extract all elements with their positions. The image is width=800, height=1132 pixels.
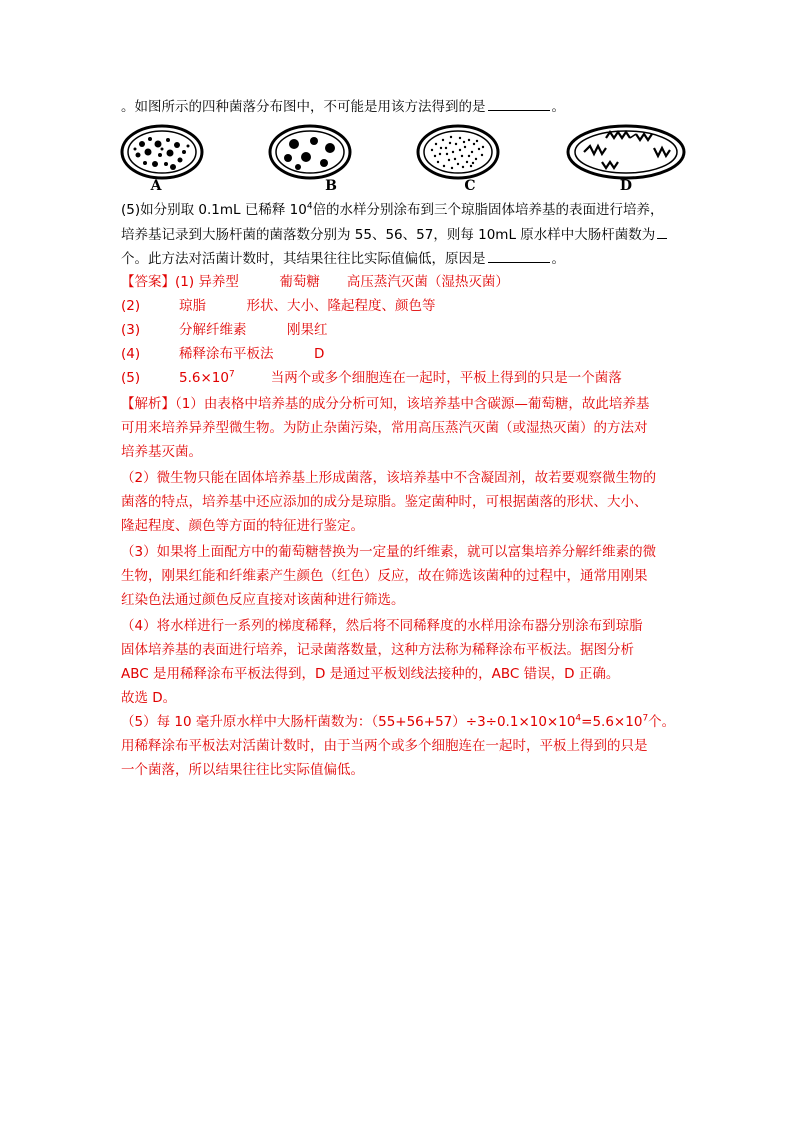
plate-c <box>418 126 498 178</box>
analysis-p3-l3: 红染色法通过颜色反应直接对该菌种进行筛选。 <box>121 592 405 608</box>
answer-text: (1) 异养型 葡萄糖 高压蒸汽灭菌（湿热灭菌） <box>175 274 509 290</box>
question-line-1 <box>121 96 565 117</box>
question-5-line-2 <box>121 224 669 245</box>
analysis-p5-l3: 一个菌落，所以结果往往比实际值偏低。 <box>121 762 364 778</box>
analysis-p1-l2: 可用来培养异养型微生物。为防止杂菌污染，常用高压蒸汽灭菌（或湿热灭菌）的方法对 <box>121 420 648 436</box>
analysis-p4-l2: 固体培养基的表面进行培养，记录菌落数量，这种方法称为稀释涂布平板法。据图分析 <box>121 642 634 658</box>
answer-text: 分解纤维素 刚果红 <box>179 322 328 338</box>
plate-label-c: C <box>464 178 476 194</box>
exponent: 4 <box>575 713 582 724</box>
analysis-p2-l1: （2）微生物只能在固体培养基上形成菌落，该培养基中不含凝固剂，故若要观察微生物的 <box>121 470 657 486</box>
analysis-p3-l2: 生物，刚果红能和纤维素产生颜色（红色）反应，故在筛选该菌种的过程中，通常用刚果 <box>121 568 648 584</box>
answer-row-4 <box>121 344 324 364</box>
answer-blank <box>657 224 667 239</box>
analysis-p4-l3: ABC 是用稀释涂布平板法得到，D 是通过平板划线法接种的，ABC 错误，D 正确。 <box>121 666 620 682</box>
analysis-p4-l4: 故选 D。 <box>121 690 177 706</box>
question-5-line-3 <box>121 248 565 269</box>
punctuation: 。 <box>551 251 565 267</box>
answer-number: (3) <box>121 322 141 338</box>
answer-number: (2) <box>121 298 141 314</box>
question-5-line-1 <box>121 200 664 220</box>
exponent: 4 <box>306 201 313 212</box>
question-text: 。如图所示的四种菌落分布图中，不可能是用该方法得到的是 <box>121 99 486 115</box>
plate-label-d: D <box>619 178 633 194</box>
colony-distribution-figure <box>120 122 692 194</box>
plate-a <box>122 126 202 178</box>
analysis-p1-l1 <box>121 394 649 414</box>
answer-text: 当两个或多个细胞连在一起时，平板上得到的只是一个菌落 <box>270 370 622 386</box>
plate-d <box>568 126 684 178</box>
question-text: (5)如分别取 0.1mL 已稀释 10 <box>121 202 307 218</box>
analysis-text: 个。 <box>648 714 676 730</box>
analysis-p5-l1 <box>121 712 675 732</box>
answer-row-2 <box>121 296 436 316</box>
plate-b <box>270 126 350 178</box>
analysis-p5-l2: 用稀释涂布平板法对活菌计数时，由于当两个或多个细胞连在一起时，平板上得到的只是 <box>121 738 648 754</box>
analysis-label: 【解析】 <box>121 396 175 412</box>
analysis-text: （1）由表格中培养基的成分分析可知，该培养基中含碳源—葡萄糖，故此培养基 <box>175 396 650 412</box>
answer-text: 琼脂 形状、大小、隆起程度、颜色等 <box>179 298 436 314</box>
answer-number: (4) <box>121 346 141 362</box>
analysis-text: （5）每 10 毫升原水样中大肠杆菌数为：（55+56+57）÷3÷0.1×10×10 <box>121 714 576 730</box>
answer-blank <box>488 248 550 263</box>
analysis-p4-l1: （4）将水样进行一系列的梯度稀释，然后将不同稀释度的水样用涂布器分别涂布到琼脂 <box>121 618 643 634</box>
answer-text: 稀释涂布平板法 D <box>179 346 325 362</box>
analysis-p2-l3: 隆起程度、颜色等方面的特征进行鉴定。 <box>121 518 364 534</box>
exponent: 7 <box>228 369 235 380</box>
analysis-p3-l1: （3）如果将上面配方中的葡萄糖替换为一定量的纤维素，就可以富集培养分解纤维素的微 <box>121 544 657 560</box>
answer-row-3 <box>121 320 328 340</box>
answer-blank <box>488 96 550 111</box>
answer-row-1 <box>121 272 509 292</box>
answer-number: (5) <box>121 370 141 386</box>
punctuation: 。 <box>551 99 565 115</box>
answer-text: 5.6×10 <box>179 370 229 386</box>
answer-row-5 <box>121 368 622 388</box>
answer-label: 【答案】 <box>121 274 175 290</box>
plate-label-a: A <box>150 178 162 194</box>
question-text: 培养基记录到大肠杆菌的菌落数分别为 55、56、57，则每 10mL 原水样中大肠杆菌数为 <box>121 227 656 243</box>
question-text: 倍的水样分别涂布到三个琼脂固体培养基的表面进行培养， <box>312 202 664 218</box>
question-text: 个。此方法对活菌计数时，其结果往往比实际值偏低，原因是 <box>121 251 486 267</box>
plate-label-b: B <box>325 178 337 194</box>
analysis-p2-l2: 菌落的特点，培养基中还应添加的成分是琼脂。鉴定菌种时，可根据菌落的形状、大小、 <box>121 494 648 510</box>
exponent: 7 <box>642 713 649 724</box>
analysis-text: =5.6×10 <box>581 714 643 730</box>
analysis-p1-l3: 培养基灭菌。 <box>121 444 202 460</box>
